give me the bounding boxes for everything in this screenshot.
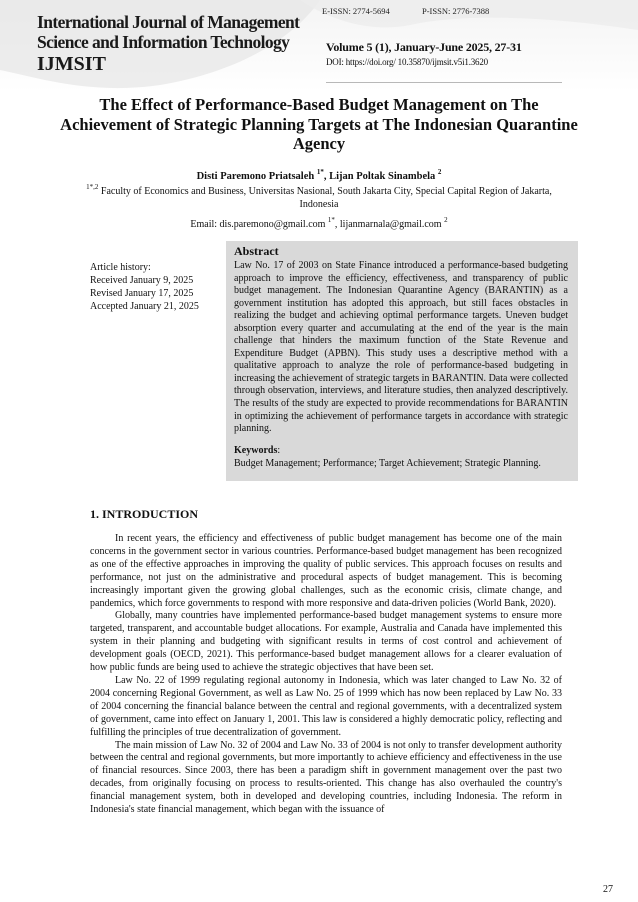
history-label: Article history: [90, 262, 151, 273]
paragraph: Law No. 22 of 1999 regulating regional autonomy in Indonesia, which was later changed to Law No. 32 of 2004 concerning Regional Government, as well as Law No. 25 of 1999 which has now been replaced by Law No. 33 of 2004 concerning the financial balance between the central and regional governments, with a decentralized system of government, came into effect on January 1, 2001. This law is considered a highly democratic policy, reflecting and fulfilling the principles of true decentralization of government. [90, 674, 562, 738]
history-revised: Revised January 17, 2025 [90, 288, 194, 299]
author-separator: , [323, 171, 330, 182]
header-divider [326, 82, 562, 83]
email-1-sup: 1* [327, 216, 335, 224]
history-received: Received January 9, 2025 [90, 275, 194, 286]
volume-info: Volume 5 (1), January-June 2025, 27-31 [326, 40, 522, 54]
keywords-heading [234, 445, 280, 456]
author-2-sup: 2 [437, 168, 442, 176]
journal-name-line2: Science and Information Technology [37, 32, 290, 52]
eissn: E-ISSN: 2774-5694 [322, 6, 390, 16]
journal-name-line1: International Journal of Management [37, 12, 300, 32]
email-2[interactable]: , lijanmarnala@gmail.com [334, 219, 445, 230]
journal-abbreviation: IJMSIT [37, 53, 106, 75]
keywords-colon: : [277, 445, 281, 456]
article-title: The Effect of Performance-Based Budget Management on The Achievement of Strategic Planning Targets at The Indonesian Quarantine Agency [60, 95, 578, 153]
affiliation-sup: 1*,2 [86, 183, 99, 191]
journal-header [0, 0, 638, 92]
paragraph: The main mission of Law No. 32 of 2004 and Law No. 33 of 2004 is not only to transfer development authority between the central and regional governments, but more importantly to achieve efficiency and effectiveness in the use of financial resources. Since 2003, there has been a paradigm shift in government management over the past two decades, from originally focusing on process to results-oriented. This change has also overhauled the country's financial management system, both in developed and developing countries, including Indonesia. The reform in Indonesia's state financial management, which began with the issuance of [90, 739, 562, 816]
history-accepted: Accepted January 21, 2025 [90, 301, 199, 312]
author-1-sup: 1* [316, 168, 324, 176]
paragraph: In recent years, the efficiency and effectiveness of public budget management has become one of the main concerns in the government sector in various countries. Performance-based budget management has been recognized as one of the effective approaches in improving the quality of public services. This approach focuses on results and performance, not just on the administrative and procedural aspects of budget management. This is becoming increasingly important given the growing global challenges, such as the economic crisis, climate change, and pandemics, which force governments to respond with more responsive and data-driven policies (World Bank, 2020). [90, 533, 562, 609]
author-1: Disti Paremono Priatsaleh [196, 171, 315, 182]
keywords-label: Keywords [234, 445, 278, 456]
author-2: Lijan Poltak Sinambela [329, 171, 436, 182]
email-2-sup: 2 [444, 216, 448, 224]
doi-link[interactable]: DOI: https://doi.org/ 10.35870/ijmsit.v5i1.3620 [326, 57, 488, 67]
article-history [90, 261, 199, 313]
journal-name [37, 12, 299, 74]
page-number: 27 [603, 884, 613, 895]
pissn: P-ISSN: 2776-7388 [422, 6, 490, 16]
affiliation [82, 185, 556, 211]
paragraph: Globally, many countries have implemented performance-based budget management systems to ensure more targeted, transparent, and accountable budget allocations. For example, Australia and Canada have implemented this system in their planning and budgeting with significant results in terms of cost control and achievement of development goals (OECD, 2021). This performance-based budget management allows for a clearer evaluation of how public funds are being used to achieve the strategic objectives that have been set. [90, 610, 562, 674]
email-prefix[interactable]: Email: dis.paremono@gmail.com [190, 219, 328, 230]
authors [60, 168, 578, 182]
affiliation-text: Faculty of Economics and Business, Universitas Nasional, South Jakarta City, Special Capital Region of Jakarta, Indonesia [98, 186, 552, 210]
section-heading: 1. INTRODUCTION [90, 507, 199, 521]
abstract-text: Law No. 17 of 2003 on State Finance introduced a performance-based budgeting approach to improve the efficiency, effectiveness, and transparency of public budget management. The Indonesian Quarantine Agency (BARANTIN) as a government institution has adopted this approach, but still faces obstacles in realizing the budget and achieving optimal performance targets. Uneven budget absorption every quarter and accumulating at the end of the year is the main challenge that hinders the maximum function of the State Revenue and Expenditure Budget (APBN). This study uses a descriptive method with a qualitative approach to analyze the role of performance-based budgeting in increasing the achievement of strategic targets in BARANTIN. Data were collected through observation, interviews, and literature studies, then analyzed descriptively. The results of the study are expected to provide recommendations for BARANTIN in optimizing the achievement of performance targets in accordance with strategic planning. [234, 260, 568, 435]
abstract-heading: Abstract [234, 244, 279, 258]
emails [60, 216, 578, 230]
abstract-box [226, 241, 578, 481]
keywords-text: Budget Management; Performance; Target Achievement; Strategic Planning. [234, 458, 541, 469]
introduction-body [90, 533, 562, 817]
